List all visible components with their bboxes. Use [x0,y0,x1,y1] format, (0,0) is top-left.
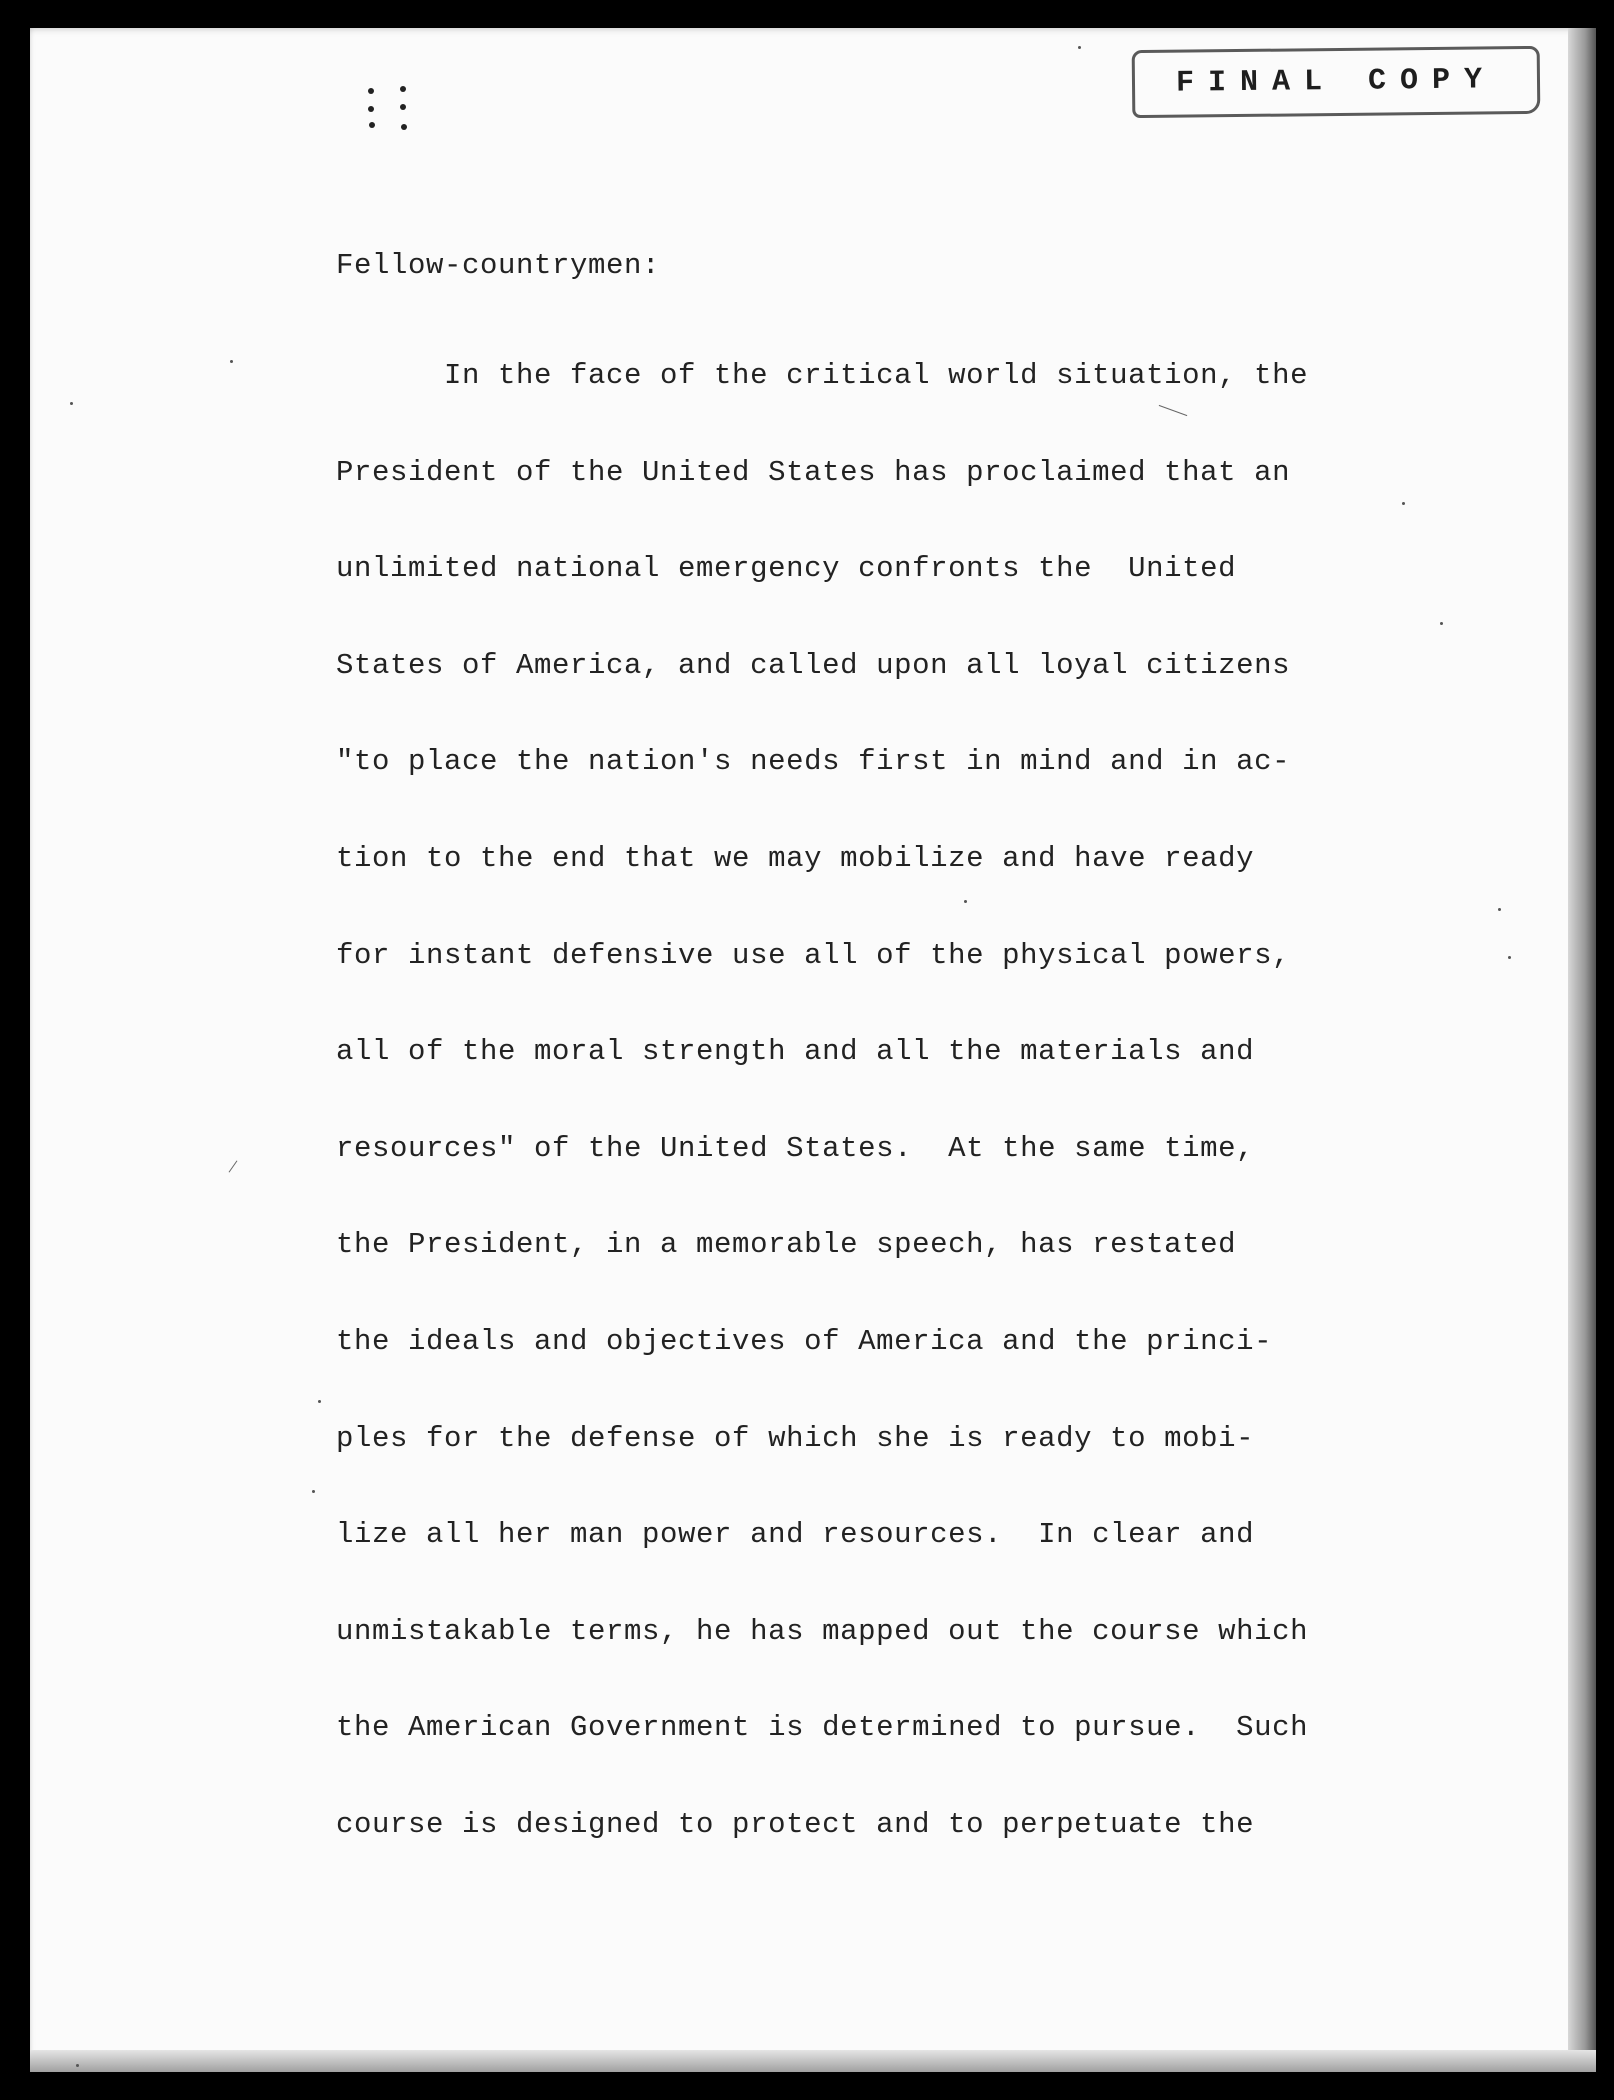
text-line: President of the United States has proclaimed that an [336,455,1291,489]
text-line: tion to the end that we may mobilize and have ready [336,841,1255,875]
binding-mark [400,104,406,110]
text-line: lize all her man power and resources. In clear and [336,1518,1255,1552]
text-line: "to place the nation's needs first in mind and in ac- [336,745,1291,779]
scan-speck [318,1400,321,1403]
binding-mark [368,88,374,94]
text-line: In the face of the critical world situation, the [336,359,1309,392]
stamp-text: FINAL COPY [1175,63,1497,101]
text-line: ples for the defense of which she is ready to mobi- [336,1421,1255,1455]
text-line: for instant defensive use all of the physical powers, [336,938,1291,972]
text-line: the President, in a memorable speech, has restated [336,1228,1237,1262]
text-line: the American Government is determined to pursue. Such [336,1711,1309,1745]
text-line: course is designed to protect and to perpetuate the [336,1807,1255,1841]
binding-mark [400,86,406,92]
text-line: unlimited national emergency confronts the United [336,552,1237,586]
scan-speck [1508,956,1511,959]
text-line: resources" of the United States. At the same time, [336,1131,1255,1165]
page-bottom-edge [30,2050,1596,2072]
scan-speck [1078,46,1081,49]
binding-mark [368,106,374,112]
scan-speck [230,360,233,363]
speech-text [336,236,1436,1874]
text-line: all of the moral strength and all the materials and [336,1035,1255,1069]
scan-speck [1440,622,1443,625]
text-line: States of America, and called upon all loyal citizens [336,648,1291,682]
scan-speck [1498,908,1501,911]
scan-speck [70,402,73,405]
text-line: the ideals and objectives of America and the princi- [336,1324,1273,1358]
binding-mark [401,124,407,130]
binding-mark [369,122,375,128]
salutation: Fellow-countrymen: [336,249,661,282]
scan-speck [312,1490,315,1493]
scan-speck [76,2064,79,2067]
page-edge-shadow [1568,28,1596,2072]
final-copy-stamp [1132,46,1541,118]
text-line: unmistakable terms, he has mapped out the course which [336,1614,1309,1648]
